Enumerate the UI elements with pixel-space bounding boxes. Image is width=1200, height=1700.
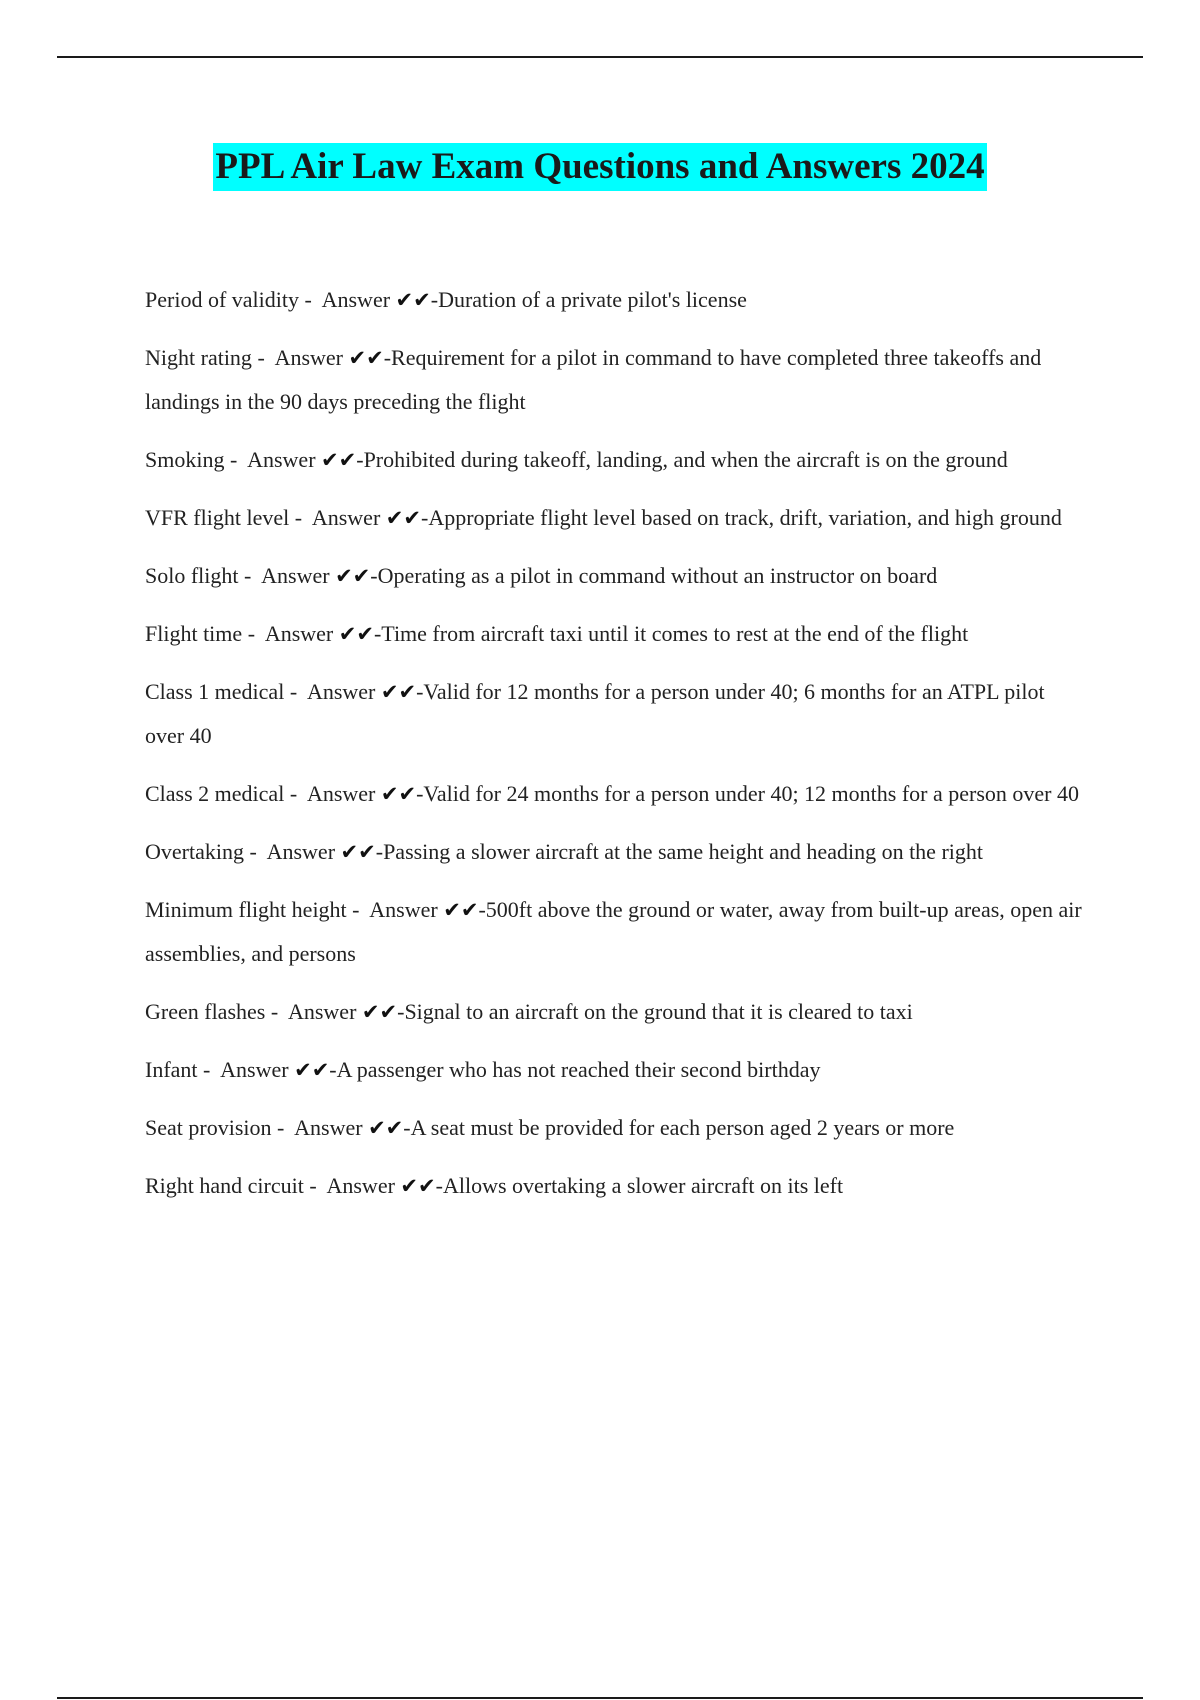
qa-item-8	[145, 772, 1085, 816]
answer-label: Answer	[369, 897, 444, 922]
qa-term: Flight time	[145, 621, 243, 646]
answer-label: Answer	[321, 287, 396, 312]
qa-separator: -	[224, 447, 248, 472]
answer-prefix: -	[430, 287, 439, 312]
qa-answer: Allows overtaking a slower aircraft on its left	[442, 1173, 844, 1198]
answer-label: Answer	[306, 679, 381, 704]
check-mark-icon: ✔✔	[335, 564, 371, 588]
qa-item-3	[145, 438, 1085, 482]
qa-answer: Passing a slower aircraft at the same height and heading on the right	[383, 839, 983, 864]
qa-separator: -	[284, 781, 307, 806]
qa-term: Seat provision	[145, 1115, 272, 1140]
answer-prefix: -	[403, 1115, 411, 1140]
answer-label: Answer	[294, 1115, 369, 1140]
qa-item-2	[145, 336, 1085, 424]
answer-prefix: -	[356, 447, 364, 472]
qa-separator: -	[271, 1115, 295, 1140]
qa-term: Night rating	[145, 345, 252, 370]
qa-term: Period of validity	[145, 287, 299, 312]
title-block	[0, 143, 1200, 191]
qa-term: VFR flight level	[145, 505, 290, 530]
qa-item-13	[145, 1106, 1085, 1150]
top-rule	[57, 56, 1143, 58]
answer-prefix: -	[375, 839, 384, 864]
qa-item-11	[145, 990, 1085, 1034]
answer-prefix: -	[329, 1057, 337, 1082]
document-title: PPL Air Law Exam Questions and Answers 2024	[213, 143, 986, 191]
qa-item-4	[145, 496, 1085, 540]
qa-answer: Valid for 24 months for a person under 40; 12 months for a person over 40	[423, 781, 1080, 806]
qa-separator: -	[238, 563, 262, 588]
qa-answer: Prohibited during takeoff, landing, and when the aircraft is on the ground	[363, 447, 1008, 472]
qa-item-10	[145, 888, 1085, 976]
answer-prefix: -	[416, 679, 424, 704]
qa-term: Minimum flight height	[145, 897, 347, 922]
answer-prefix: -	[478, 897, 486, 922]
qa-term: Class 2 medical	[145, 781, 285, 806]
bottom-rule	[57, 1697, 1143, 1699]
answer-label: Answer	[264, 621, 339, 646]
qa-separator: -	[251, 345, 275, 370]
answer-label: Answer	[261, 563, 336, 588]
qa-answer: Duration of a private pilot's license	[438, 287, 747, 312]
qa-answer: A passenger who has not reached their second birthday	[336, 1057, 821, 1082]
qa-separator: -	[265, 999, 288, 1024]
answer-prefix: -	[383, 345, 392, 370]
check-mark-icon: ✔✔	[368, 1116, 404, 1140]
qa-term: Smoking	[145, 447, 225, 472]
qa-term: Class 1 medical	[145, 679, 285, 704]
qa-answer: Valid for 12 months for a person under 40; 6 months for an ATPL pilot over 40	[145, 679, 1045, 748]
answer-prefix: -	[397, 999, 405, 1024]
qa-answer: Requirement for a pilot in command to have completed three takeoffs and landings in the 90 days preceding the flight	[145, 345, 1042, 414]
qa-item-12	[145, 1048, 1085, 1092]
answer-label: Answer	[306, 781, 381, 806]
answer-prefix: -	[373, 621, 382, 646]
qa-separator: -	[242, 621, 265, 646]
answer-prefix: -	[420, 505, 429, 530]
check-mark-icon: ✔✔	[400, 1174, 436, 1198]
qa-list	[145, 278, 1085, 1222]
check-mark-icon: ✔✔	[395, 288, 431, 312]
check-mark-icon: ✔✔	[321, 448, 357, 472]
qa-answer: Signal to an aircraft on the ground that it is cleared to taxi	[404, 999, 913, 1024]
qa-term: Infant	[145, 1057, 198, 1082]
answer-label: Answer	[266, 839, 341, 864]
answer-label: Answer	[274, 345, 349, 370]
check-mark-icon: ✔✔	[338, 622, 374, 646]
qa-answer: A seat must be provided for each person aged 2 years or more	[410, 1115, 955, 1140]
answer-prefix: -	[416, 781, 424, 806]
check-mark-icon: ✔✔	[443, 898, 479, 922]
qa-answer: Operating as a pilot in command without an instructor on board	[377, 563, 938, 588]
answer-label: Answer	[326, 1173, 401, 1198]
qa-term: Overtaking	[145, 839, 244, 864]
check-mark-icon: ✔✔	[380, 782, 417, 806]
qa-separator: -	[197, 1057, 221, 1082]
check-mark-icon: ✔✔	[348, 346, 384, 370]
qa-answer: Time from aircraft taxi until it comes to rest at the end of the flight	[381, 621, 969, 646]
qa-separator: -	[298, 287, 322, 312]
qa-item-5	[145, 554, 1085, 598]
qa-term: Green flashes	[145, 999, 266, 1024]
answer-label: Answer	[287, 999, 362, 1024]
check-mark-icon: ✔✔	[385, 506, 421, 530]
qa-item-1	[145, 278, 1085, 322]
qa-answer: Appropriate flight level based on track, drift, variation, and high ground	[428, 505, 1062, 530]
check-mark-icon: ✔✔	[340, 840, 376, 864]
qa-item-9	[145, 830, 1085, 874]
answer-label: Answer	[247, 447, 322, 472]
qa-item-14	[145, 1164, 1085, 1208]
answer-label: Answer	[311, 505, 386, 530]
check-mark-icon: ✔✔	[380, 680, 417, 704]
qa-separator: -	[303, 1173, 327, 1198]
answer-label: Answer	[220, 1057, 295, 1082]
qa-term: Solo flight	[145, 563, 239, 588]
qa-answer: 500ft above the ground or water, away from built-up areas, open air assemblies, and persons	[145, 897, 1082, 966]
qa-item-7	[145, 670, 1085, 758]
qa-item-6	[145, 612, 1085, 656]
qa-separator: -	[289, 505, 312, 530]
qa-separator: -	[243, 839, 267, 864]
qa-separator: -	[284, 679, 307, 704]
answer-prefix: -	[435, 1173, 443, 1198]
qa-separator: -	[346, 897, 370, 922]
check-mark-icon: ✔✔	[294, 1058, 330, 1082]
answer-prefix: -	[370, 563, 378, 588]
qa-term: Right hand circuit	[145, 1173, 304, 1198]
check-mark-icon: ✔✔	[361, 1000, 398, 1024]
